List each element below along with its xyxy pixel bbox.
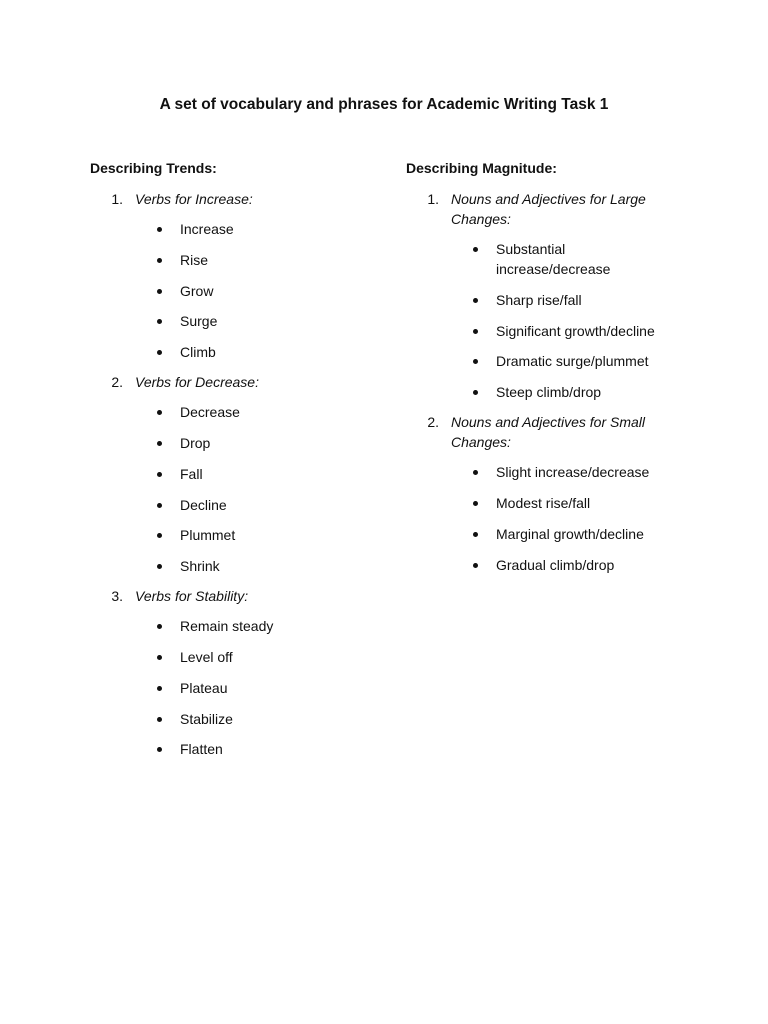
group-label: Verbs for Decrease: [135,374,259,391]
bullet-icon [157,227,162,232]
bullet-icon [473,563,478,568]
bullet-icon [157,564,162,569]
group-header [90,372,390,392]
bullet-icon [157,747,162,752]
list-item-text: Substantial increase/decrease [496,241,611,277]
list-item [90,525,390,545]
group-header [406,412,706,452]
list-item-text: Marginal growth/decline [496,525,644,542]
list-item-text: Level off [180,648,233,665]
numbered-group [406,412,706,574]
list-item [406,239,706,279]
bullet-list [406,462,706,574]
bullet-icon [157,289,162,294]
list-item-text: Decline [180,496,227,513]
numbered-group [90,189,390,362]
list-item [406,493,706,513]
list-item-text: Remain steady [180,618,274,635]
list-item [406,524,706,544]
list-item [406,351,706,371]
list-item [90,464,390,484]
group-number: 3. [111,588,123,605]
bullet-icon [157,717,162,722]
list-item [90,616,390,636]
list-item [90,647,390,667]
group-number: 1. [427,191,439,207]
numbered-group [90,372,390,576]
bullet-icon [157,624,162,629]
list-item [406,555,706,575]
list-item [406,382,706,402]
group-label: Nouns and Adjectives for Small Changes: [451,414,646,451]
bullet-list [406,239,706,402]
bullet-icon [157,410,162,415]
bullet-icon [157,686,162,691]
list-item-text: Stabilize [180,710,233,727]
group-header [406,189,706,229]
list-item-text: Fall [180,465,203,482]
list-item-text: Plateau [180,679,228,696]
list-item-text: Dramatic surge/plummet [496,353,649,370]
list-item [406,321,706,341]
list-item [90,250,390,270]
list-item-text: Steep climb/drop [496,384,602,401]
document-title: A set of vocabulary and phrases for Academic Writing Task 1 [159,96,609,113]
group-header [90,586,390,606]
list-item-text: Grow [180,282,214,299]
bullet-icon [157,655,162,660]
bullet-icon [473,247,478,252]
describing-trends-column [90,158,390,769]
list-item [90,342,390,362]
list-item-text: Gradual climb/drop [496,556,615,573]
list-item-text: Increase [180,221,234,237]
bullet-icon [157,319,162,324]
list-item-text: Surge [180,313,218,330]
bullet-icon [473,329,478,334]
group-header [90,189,390,209]
list-item-text: Modest rise/fall [496,494,591,511]
list-item [406,462,706,482]
group-number: 1. [111,191,123,207]
bullet-icon [157,258,162,263]
list-item-text: Flatten [180,741,223,758]
list-item-text: Significant growth/decline [496,322,655,339]
list-item [406,290,706,310]
list-item [90,709,390,729]
bullet-icon [157,441,162,446]
describing-magnitude-column [406,158,706,585]
bullet-icon [473,501,478,506]
bullet-icon [473,359,478,364]
list-item [90,495,390,515]
bullet-list [90,219,390,362]
group-label: Nouns and Adjectives for Large Changes: [451,191,646,227]
bullet-icon [157,350,162,355]
list-item-text: Plummet [180,527,236,544]
list-item [90,556,390,576]
list-item [90,311,390,331]
bullet-icon [473,298,478,303]
list-item [90,678,390,698]
bullet-icon [473,470,478,475]
bullet-icon [473,390,478,395]
group-label: Verbs for Stability: [135,588,249,605]
list-item-text: Slight increase/decrease [496,464,650,481]
bullet-icon [157,503,162,508]
list-item [90,219,390,239]
list-item-text: Climb [180,344,216,361]
magnitude-groups [406,189,706,575]
list-item-text: Shrink [180,558,220,575]
bullet-list [90,402,390,576]
list-item [90,402,390,422]
list-item [90,433,390,453]
list-item-text: Decrease [180,404,240,421]
section-heading-magnitude: Describing Magnitude: [406,160,557,176]
list-item-text: Rise [180,251,209,268]
list-item-text: Drop [180,434,211,451]
section-heading-trends: Describing Trends: [90,160,217,176]
bullet-icon [473,532,478,537]
group-number: 2. [111,374,123,391]
list-item [90,281,390,301]
trends-groups [90,189,390,759]
group-label: Verbs for Increase: [135,191,253,207]
numbered-group [406,189,706,402]
bullet-icon [157,533,162,538]
list-item-text: Sharp rise/fall [496,291,582,308]
numbered-group [90,586,390,759]
list-item [90,739,390,759]
bullet-icon [157,472,162,477]
group-number: 2. [427,414,439,431]
bullet-list [90,616,390,759]
